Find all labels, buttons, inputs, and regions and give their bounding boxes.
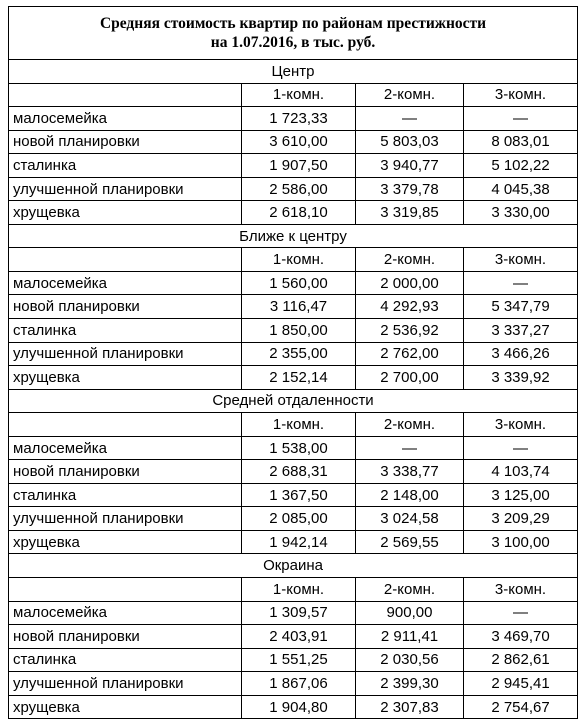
section-title: Средней отдаленности xyxy=(9,389,578,413)
price-cell: 3 339,92 xyxy=(464,366,578,390)
price-cell: 3 610,00 xyxy=(242,130,356,154)
column-header-row xyxy=(9,578,578,602)
column-header: 2-комн. xyxy=(356,413,464,437)
apartment-type-cell: сталинка xyxy=(9,648,242,672)
column-header: 3-комн. xyxy=(464,248,578,272)
table-row xyxy=(9,107,578,131)
column-header: 1-комн. xyxy=(242,248,356,272)
price-cell: 1 309,57 xyxy=(242,601,356,625)
apartment-type-cell: улучшенной планировки xyxy=(9,342,242,366)
table-row xyxy=(9,201,578,225)
price-cell: 3 940,77 xyxy=(356,154,464,178)
price-cell: — xyxy=(464,601,578,625)
price-cell: 900,00 xyxy=(356,601,464,625)
price-table xyxy=(8,6,578,719)
section-title: Ближе к центру xyxy=(9,224,578,248)
apartment-type-cell: новой планировки xyxy=(9,130,242,154)
table-row xyxy=(9,648,578,672)
apartment-type-cell: сталинка xyxy=(9,483,242,507)
table-row xyxy=(9,530,578,554)
price-cell: 1 867,06 xyxy=(242,672,356,696)
price-cell: 1 942,14 xyxy=(242,530,356,554)
section-title: Окраина xyxy=(9,554,578,578)
price-cell: 2 399,30 xyxy=(356,672,464,696)
table-row xyxy=(9,319,578,343)
price-cell: 3 330,00 xyxy=(464,201,578,225)
price-cell: 3 100,00 xyxy=(464,530,578,554)
apartment-type-cell: улучшенной планировки xyxy=(9,177,242,201)
table-row xyxy=(9,342,578,366)
price-cell: 4 103,74 xyxy=(464,460,578,484)
section-row xyxy=(9,224,578,248)
column-header: 1-комн. xyxy=(242,413,356,437)
price-cell: 2 700,00 xyxy=(356,366,464,390)
table-row xyxy=(9,154,578,178)
price-cell: 3 024,58 xyxy=(356,507,464,531)
apartment-type-cell: сталинка xyxy=(9,154,242,178)
price-cell: 2 152,14 xyxy=(242,366,356,390)
price-cell: 2 618,10 xyxy=(242,201,356,225)
table-row xyxy=(9,601,578,625)
column-header: 3-комн. xyxy=(464,578,578,602)
apartment-type-cell: малосемейка xyxy=(9,601,242,625)
column-header: 3-комн. xyxy=(464,83,578,107)
price-cell: — xyxy=(464,107,578,131)
section-row xyxy=(9,389,578,413)
apartment-type-cell: новой планировки xyxy=(9,625,242,649)
price-cell: 1 850,00 xyxy=(242,319,356,343)
price-cell: 2 569,55 xyxy=(356,530,464,554)
price-cell: 1 551,25 xyxy=(242,648,356,672)
table-row xyxy=(9,460,578,484)
price-cell: 2 688,31 xyxy=(242,460,356,484)
table-row xyxy=(9,507,578,531)
column-header: 2-комн. xyxy=(356,248,464,272)
price-cell: 3 469,70 xyxy=(464,625,578,649)
price-cell: 2 030,56 xyxy=(356,648,464,672)
apartment-type-cell: новой планировки xyxy=(9,460,242,484)
price-table-container xyxy=(8,6,577,719)
apartment-type-cell: сталинка xyxy=(9,319,242,343)
section-row xyxy=(9,554,578,578)
price-cell: 3 116,47 xyxy=(242,295,356,319)
price-cell: 1 904,80 xyxy=(242,695,356,719)
apartment-type-cell: малосемейка xyxy=(9,107,242,131)
price-cell: 3 338,77 xyxy=(356,460,464,484)
table-row xyxy=(9,271,578,295)
price-cell: — xyxy=(464,271,578,295)
apartment-type-cell: хрущевка xyxy=(9,201,242,225)
price-cell: 4 292,93 xyxy=(356,295,464,319)
table-title-line-1: Средняя стоимость квартир по районам престижности xyxy=(99,15,487,32)
price-cell: 3 337,27 xyxy=(464,319,578,343)
price-cell: 1 538,00 xyxy=(242,436,356,460)
price-cell: 2 355,00 xyxy=(242,342,356,366)
apartment-type-cell: улучшенной планировки xyxy=(9,672,242,696)
column-header-row xyxy=(9,413,578,437)
apartment-type-cell: улучшенной планировки xyxy=(9,507,242,531)
price-cell: 2 754,67 xyxy=(464,695,578,719)
price-cell: 2 148,00 xyxy=(356,483,464,507)
price-cell: 8 083,01 xyxy=(464,130,578,154)
column-header-blank xyxy=(9,83,242,107)
column-header-row xyxy=(9,248,578,272)
column-header-blank xyxy=(9,413,242,437)
table-row xyxy=(9,130,578,154)
table-row xyxy=(9,625,578,649)
apartment-type-cell: малосемейка xyxy=(9,271,242,295)
table-row xyxy=(9,483,578,507)
table-title xyxy=(9,7,578,60)
price-cell: 3 466,26 xyxy=(464,342,578,366)
table-title-line-2: на 1.07.2016, в тыс. руб. xyxy=(210,34,376,51)
price-cell: 2 307,83 xyxy=(356,695,464,719)
price-cell: 1 560,00 xyxy=(242,271,356,295)
price-cell: 2 403,91 xyxy=(242,625,356,649)
table-row xyxy=(9,295,578,319)
price-cell: 2 862,61 xyxy=(464,648,578,672)
price-cell: 2 762,00 xyxy=(356,342,464,366)
column-header: 1-комн. xyxy=(242,83,356,107)
price-cell: 1 907,50 xyxy=(242,154,356,178)
apartment-type-cell: хрущевка xyxy=(9,366,242,390)
price-cell: 5 102,22 xyxy=(464,154,578,178)
price-cell: 3 319,85 xyxy=(356,201,464,225)
price-cell: — xyxy=(356,436,464,460)
price-cell: 1 367,50 xyxy=(242,483,356,507)
table-row xyxy=(9,177,578,201)
column-header: 1-комн. xyxy=(242,578,356,602)
price-cell: 2 085,00 xyxy=(242,507,356,531)
price-cell: 2 000,00 xyxy=(356,271,464,295)
price-cell: 5 803,03 xyxy=(356,130,464,154)
column-header-blank xyxy=(9,578,242,602)
apartment-type-cell: новой планировки xyxy=(9,295,242,319)
price-cell: 3 125,00 xyxy=(464,483,578,507)
column-header: 3-комн. xyxy=(464,413,578,437)
apartment-type-cell: хрущевка xyxy=(9,530,242,554)
price-cell: 3 209,29 xyxy=(464,507,578,531)
price-cell: 2 911,41 xyxy=(356,625,464,649)
table-row xyxy=(9,366,578,390)
price-cell: — xyxy=(356,107,464,131)
column-header-row xyxy=(9,83,578,107)
price-cell: 1 723,33 xyxy=(242,107,356,131)
column-header: 2-комн. xyxy=(356,83,464,107)
table-row xyxy=(9,672,578,696)
title-row xyxy=(9,7,578,60)
price-cell: 2 536,92 xyxy=(356,319,464,343)
price-cell: 2 945,41 xyxy=(464,672,578,696)
section-title: Центр xyxy=(9,60,578,84)
column-header: 2-комн. xyxy=(356,578,464,602)
table-row xyxy=(9,695,578,719)
table-row xyxy=(9,436,578,460)
price-cell: 4 045,38 xyxy=(464,177,578,201)
price-cell: 3 379,78 xyxy=(356,177,464,201)
section-row xyxy=(9,60,578,84)
apartment-type-cell: малосемейка xyxy=(9,436,242,460)
price-cell: — xyxy=(464,436,578,460)
price-cell: 2 586,00 xyxy=(242,177,356,201)
apartment-type-cell: хрущевка xyxy=(9,695,242,719)
column-header-blank xyxy=(9,248,242,272)
price-cell: 5 347,79 xyxy=(464,295,578,319)
